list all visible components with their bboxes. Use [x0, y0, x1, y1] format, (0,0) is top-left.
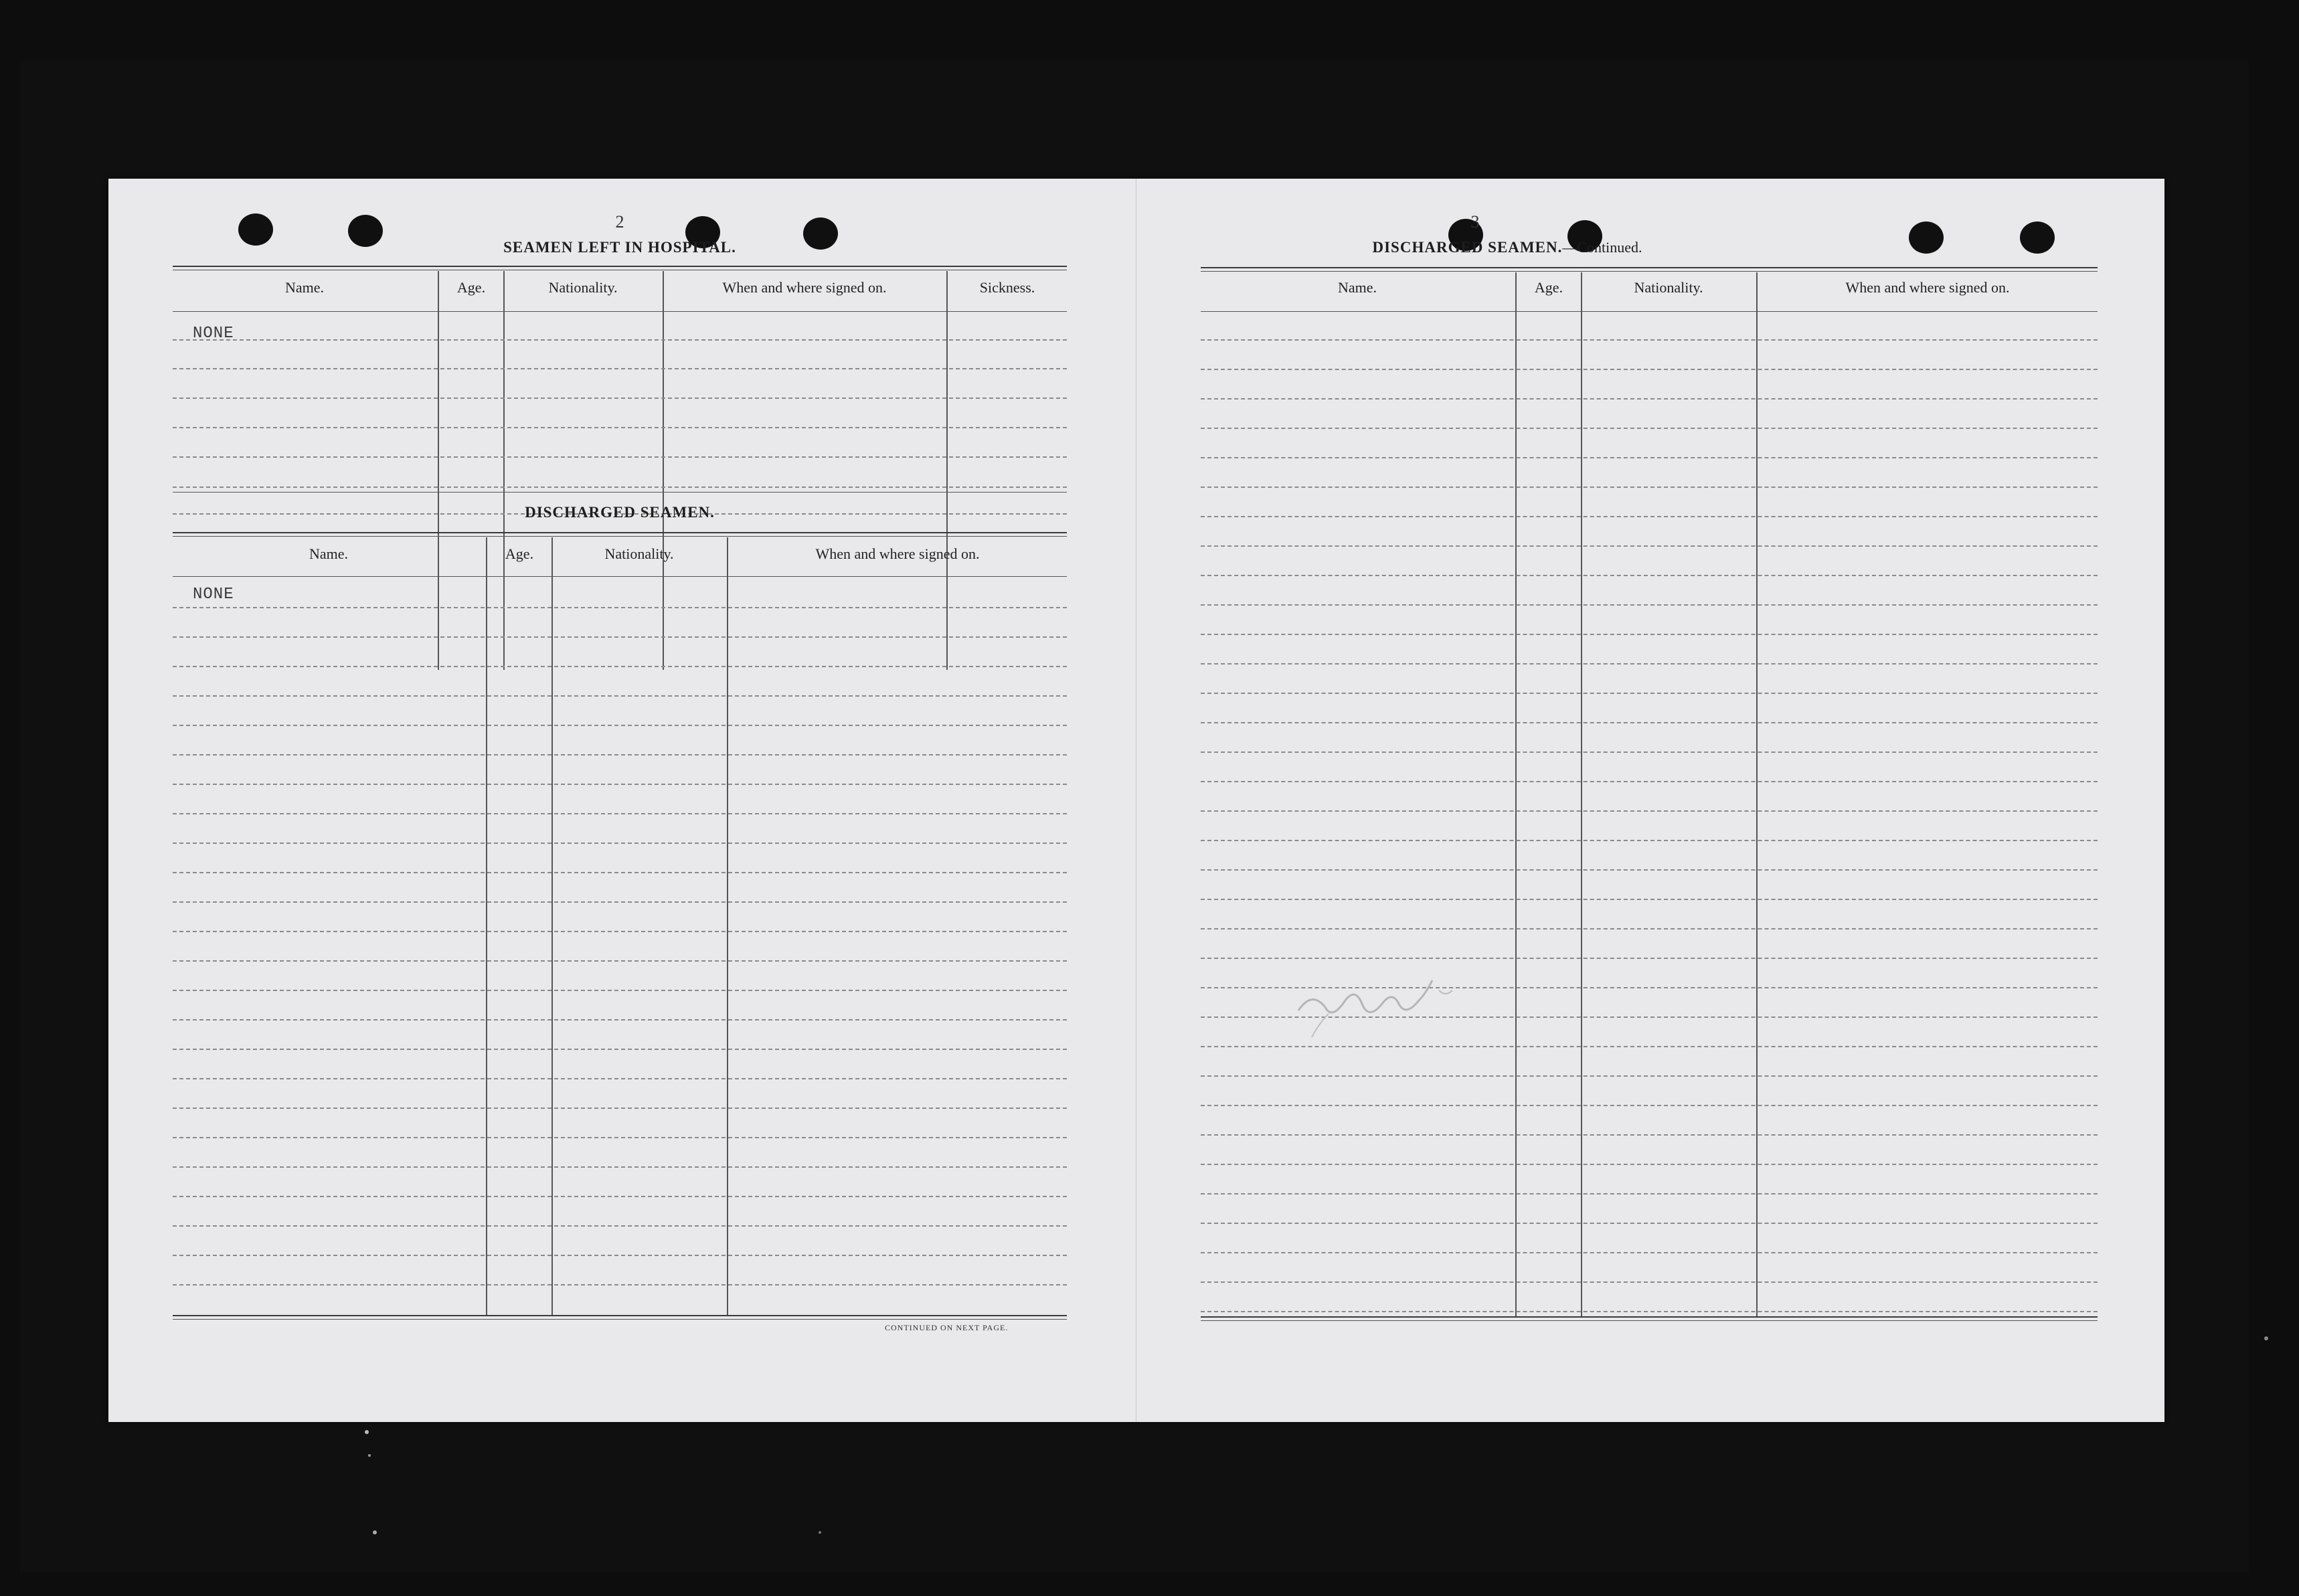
- right-header-rule: [1201, 311, 2098, 312]
- row-line: [1201, 369, 2098, 370]
- row-line: [1201, 899, 2098, 900]
- discharged-col-nationality: Nationality.: [604, 545, 674, 562]
- row-line: [173, 1049, 1067, 1050]
- row-line: [173, 1078, 1067, 1079]
- hospital-col-divider: [438, 271, 439, 670]
- row-line: [1201, 1223, 2098, 1224]
- punch-hole: [238, 213, 273, 246]
- punch-hole: [348, 215, 383, 247]
- discharged-top-rule-2: [173, 536, 1067, 537]
- row-line: [173, 901, 1067, 903]
- right-col-signed-on: When and where signed on.: [1845, 279, 2010, 296]
- right-col-nationality: Nationality.: [1634, 279, 1703, 296]
- row-line: [173, 725, 1067, 726]
- row-line: [1201, 486, 2098, 488]
- discharged-col-divider: [727, 537, 728, 1315]
- row-line: [173, 695, 1067, 697]
- row-line: [1201, 457, 2098, 458]
- row-line: [1201, 840, 2098, 841]
- hospital-col-divider: [503, 271, 505, 670]
- page-number-left: 2: [615, 212, 624, 232]
- row-line: [173, 1137, 1067, 1138]
- record-paper: [108, 179, 2164, 1422]
- punch-hole: [1909, 221, 1944, 254]
- hospital-col-nationality: Nationality.: [548, 279, 618, 296]
- discharged-entry-name: NONE: [193, 586, 234, 604]
- discharged-col-signed-on: When and where signed on.: [815, 545, 980, 562]
- row-line: [173, 813, 1067, 814]
- row-line: [1201, 398, 2098, 400]
- right-section-title-suffix: —Continued.: [1562, 239, 1642, 256]
- right-col-divider: [1581, 272, 1582, 1318]
- row-line: [173, 1019, 1067, 1021]
- row-line: [173, 636, 1067, 638]
- punch-hole: [2020, 221, 2055, 254]
- row-line: [173, 843, 1067, 844]
- right-col-divider: [1756, 272, 1758, 1318]
- row-line: [1201, 1105, 2098, 1106]
- right-bottom-rule-2: [1201, 1320, 2098, 1321]
- hospital-row-line: [173, 456, 1067, 458]
- row-line: [173, 754, 1067, 756]
- right-bottom-rule: [1201, 1316, 2098, 1318]
- row-line: [173, 1225, 1067, 1227]
- row-line: [173, 931, 1067, 932]
- row-line: [1201, 634, 2098, 635]
- hospital-row-line: [173, 368, 1067, 369]
- hospital-row-line: [173, 486, 1067, 488]
- row-line: [1201, 428, 2098, 429]
- row-line: [1201, 604, 2098, 606]
- hospital-row-line: [173, 339, 1067, 341]
- row-line: [1201, 1193, 2098, 1194]
- hospital-row-line: [173, 427, 1067, 428]
- discharged-bottom-rule: [173, 1315, 1067, 1316]
- hospital-top-rule: [173, 266, 1067, 267]
- row-line: [173, 1255, 1067, 1256]
- discharged-col-divider: [486, 537, 487, 1315]
- punch-hole: [803, 217, 838, 250]
- row-line: [173, 1196, 1067, 1197]
- row-line: [1201, 516, 2098, 517]
- row-line: [1201, 722, 2098, 723]
- row-line: [1201, 663, 2098, 664]
- right-top-rule-2: [1201, 271, 2098, 272]
- right-top-rule: [1201, 267, 2098, 268]
- row-line: [173, 1107, 1067, 1109]
- right-section-title-text: DISCHARGED SEAMEN.: [1372, 239, 1563, 256]
- row-line: [1201, 781, 2098, 782]
- right-col-age: Age.: [1534, 279, 1563, 296]
- hospital-col-age: Age.: [456, 279, 486, 296]
- hospital-header-rule: [173, 311, 1067, 312]
- row-line: [1201, 1134, 2098, 1136]
- row-line: [1201, 545, 2098, 547]
- discharged-section-title: DISCHARGED SEAMEN.: [525, 504, 715, 521]
- discharged-col-age: Age.: [505, 545, 534, 562]
- row-line: [1201, 1075, 2098, 1077]
- hospital-bottom-rule: [173, 492, 1067, 493]
- discharged-top-rule: [173, 532, 1067, 533]
- row-line: [1201, 693, 2098, 694]
- row-line: [1201, 1281, 2098, 1283]
- continued-note: CONTINUED ON NEXT PAGE.: [885, 1323, 1009, 1332]
- right-col-name: Name.: [1337, 279, 1377, 296]
- row-line: [173, 990, 1067, 991]
- page-number-right: 3: [1470, 212, 1480, 232]
- discharged-bottom-rule-2: [173, 1319, 1067, 1320]
- row-line: [1201, 928, 2098, 929]
- hospital-entry-name: NONE: [193, 325, 234, 343]
- hospital-col-divider: [663, 271, 664, 670]
- hospital-row-line: [173, 397, 1067, 399]
- row-line: [1201, 339, 2098, 341]
- row-line: [173, 960, 1067, 962]
- row-line: [1201, 575, 2098, 576]
- row-line: [173, 872, 1067, 873]
- row-line: [173, 1166, 1067, 1168]
- discharged-col-divider: [551, 537, 553, 1315]
- hospital-col-name: Name.: [284, 279, 325, 296]
- hospital-col-signed-on: When and where signed on.: [722, 279, 887, 296]
- discharged-header-rule: [173, 576, 1067, 577]
- row-line: [1201, 1311, 2098, 1312]
- hospital-section-title: SEAMEN LEFT IN HOSPITAL.: [503, 239, 736, 256]
- hospital-col-divider: [946, 271, 948, 670]
- row-line: [1201, 751, 2098, 753]
- row-line: [1201, 869, 2098, 871]
- row-line: [173, 784, 1067, 785]
- row-line: [1201, 810, 2098, 812]
- row-line: [1201, 958, 2098, 959]
- row-line: [173, 666, 1067, 667]
- row-line: [173, 1284, 1067, 1285]
- row-line: [1201, 1252, 2098, 1253]
- hospital-col-sickness: Sickness.: [979, 279, 1035, 296]
- row-line: [173, 607, 1067, 608]
- row-line: [1201, 1164, 2098, 1165]
- right-section-title: [1367, 239, 1648, 256]
- bleed-through-signature: [1285, 964, 1486, 1051]
- discharged-col-name: Name.: [309, 545, 349, 562]
- right-col-divider: [1515, 272, 1517, 1318]
